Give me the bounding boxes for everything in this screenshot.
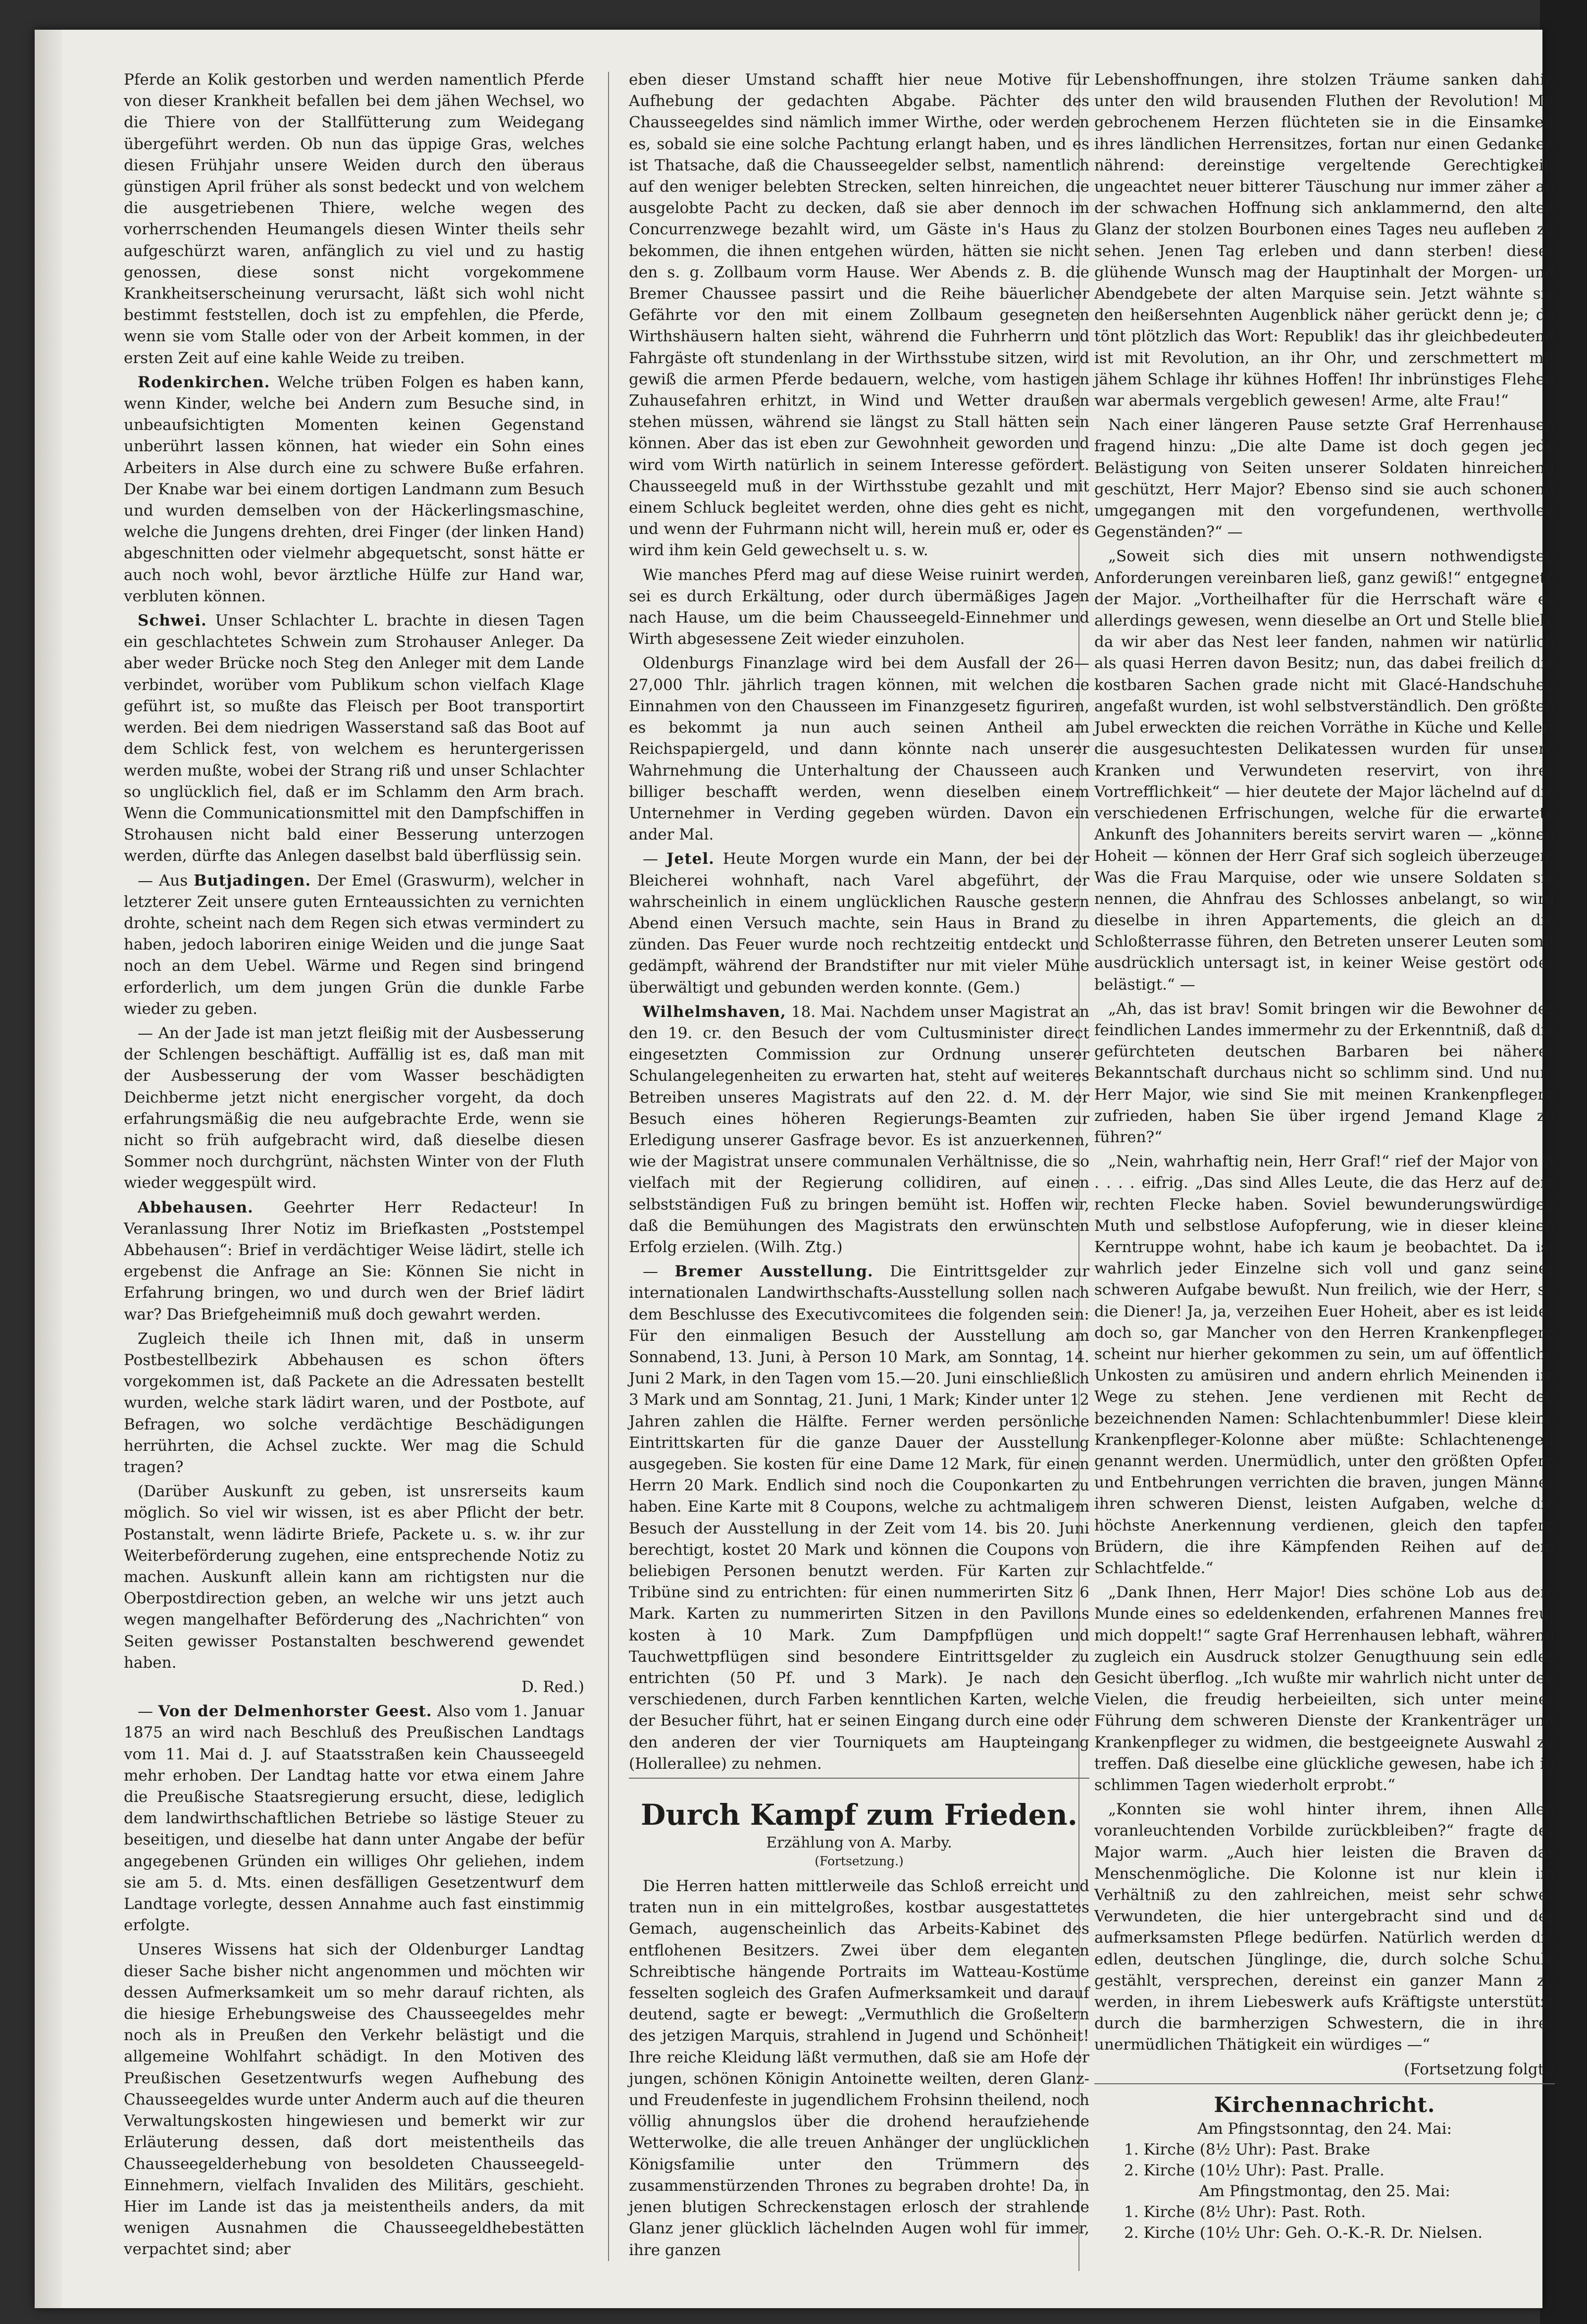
church-notice-title: Kirchennachricht. [1214,2092,1435,2117]
section-divider [629,1778,1089,1779]
article-heading: Bremer Ausstellung. [674,1263,873,1281]
article-paragraph [629,848,1089,998]
article-paragraph [1094,1799,1555,2056]
serial-title: Durch Kampf zum Frieden. [641,1798,1077,1832]
service-day: Am Pfingstsonntag, den 24. Mai: [1197,2120,1452,2138]
article-paragraph [124,372,584,607]
article-text: Oldenburgs Finanzlage wird bei dem Ausfall der 26—27,000 Thlr. jährlich tragen können, mit welchen die Einnahmen von den Chausseen im Finanzgesetz figuriren, es bekommt ja nun auch seinen Antheil am Reichspapiergeld, und dann könnte nach unserer Wahrnehmung die Unterhaltung der Chausseen auch billiger beschafft werden, wenn dieselben einem Unternehmer in Verding gegeben würden. Davon ein ander Mal. [629,654,1089,844]
article-text: Pferde an Kolik gestorben und werden namentlich Pferde von dieser Krankheit befallen bei dem jähen Wechsel, wo die Thiere von der Stallfütterung zum Weidegang übergeführt werden. Ob nun das üppige Gras, welches diesen Frühjahr unsere Weiden durch den überaus günstigen April früher als sonst bedeckt und von welchem die ausgetriebenen Thiere, welche wegen des vorherrschenden Heumangels diesen Winter theils sehr aufgeschürzt waren, anfänglich zu viel und zu hastig genossen, diese sonst nicht vorgekommene Krankheitserscheinung verursacht, läßt sich wohl nicht bestimmt feststellen, doch ist zu empfehlen, die Pferde, wenn sie vom Stalle oder von der Arbeit kommen, in der ersten Zeit auf eine kahle Weide zu treiben. [124,71,584,367]
article-text: Geehrter Herr Redacteur! In Veranlassung Ihrer Notiz im Briefkasten „Poststempel Abbehausen“: Brief in verdächtiger Weise lädirt, stelle ich ergebenst die Anfrage an Sie: Können Sie nicht in Erfahrung bringen, wo und durch wen der Brief lädirt war? Das Briefgeheimniß muß doch gewahrt werden. [124,1198,584,1323]
article-text: Unseres Wissens hat sich der Oldenburger Landtag dieser Sache bisher nicht angenommen und möchten wir dessen Aufmerksamkeit um so mehr darauf richten, als die hiesige Erhebungsweise des Chausseegeldes mehr noch als in Preußen den Verkehr belästigt und die allgemeine Wohlfahrt schädigt. In den Motiven des Preußischen Gesetzentwurfs wegen Aufhebung des Chausseegeldes wurde unter Anderm auch auf die theuren Verwaltungskosten hingewiesen und bemerkt wir zur Erläuterung dessen, daß dort meistentheils das Chausseegelderhebung von besoldeten Chausseegeld-Einnehmern, vielfach Invaliden des Militärs, geschieht. Hier im Lande ist das ja meistentheils anders, da mit wenigen Ausnahmen die Chausseegeldhebestätten verpachtet sind; aber [124,1941,584,2259]
service-entry: 1. Kirche (8½ Uhr): Past. Roth. [1124,2203,1366,2221]
serial-continuation: (Fortsetzung.) [815,1854,904,1869]
article-paragraph [124,1481,584,1674]
article-heading: Jetel. [666,850,715,868]
article-text: Die Herren hatten mittlerweile das Schloß erreicht und traten nun in ein mittelgroßes, kostbar ausgestattetes Gemach, augenscheinlich das Arbeits-Kabinet des entflohenen Besitzers. Zwei über dem eleganten Schreibtische hängende Portraits im Watteau-Kostüme fesselten sogleich des Grafen Aufmerksamkeit und darauf deutend, sagte er bewegt: „Vermuthlich die Großeltern des jetzigen Marquis, strahlend in Jugend und Schönheit! Ihre reiche Kleidung läßt vermuthen, daß sie am Hofe der jungen, schönen Königin Antoinette weilten, deren Glanz- und Freudenfeste in jugendlichem Frohsinn theilend, noch völlig ahnungslos über die drohend heraufziehende Wetterwolke, die alle treuen Anhänger der unglücklichen Königsfamilie unter den Trümmern des zusammenstürzenden Thrones zu begraben drohte! Da, in jenen blutigen Schreckenstagen erlosch der strahlende Glanz jener glücklich lächelnden Augen wohl für immer, ihre ganzen [629,1877,1089,2259]
article-paragraph [629,69,1089,562]
article-text: Lebenshoffnungen, ihre stolzen Träume sanken dahin unter den wild brausenden Fluthen der Revolution! Mit gebrochenem Herzen flüchteten sie in die Einsamkeit ihres ländlichen Herrensitzes, fortan nur einen Gedanken nährend: dereinstige vergeltende Gerechtigkeit, ungeachtet neuer bitterer Täuschung nur immer zäher an der schwachen Hoffnung sich anklammernd, den alten Glanz der stolzen Bourbonen eines Tages neu aufleben zu sehen. Jenen Tag erleben und dann sterben! dieser glühende Wunsch mag der Hauptinhalt der Morgen- und Abendgebete der alten Marquise sein. Jetzt wähnte sie den heißersehnten Augenblick näher gerückt denn je; da tönt plötzlich das Wort: Republik! das ihr gleichbedeutend ist mit Revolution, an ihr Ohr, und zerschmettert mit jähem Schlage ihr kühnes Hoffen! Ihr inbrünstiges Flehen war abermals vergeblich gewesen! Arme, alte Frau!“ [1094,71,1555,410]
service-entry: 2. Kirche (10½ Uhr): Past. Pralle. [1124,2162,1384,2180]
article-paragraph [1094,999,1555,1148]
service-entry: 1. Kirche (8½ Uhr): Past. Brake [1124,2141,1371,2159]
serial-byline: Erzählung von A. Marby. [766,1834,952,1852]
article-paragraph [124,870,584,1020]
paragraph-prefix: — [643,1263,675,1281]
column-middle [629,69,1089,2264]
article-paragraph [124,1328,584,1478]
article-paragraph [1094,69,1555,412]
article-text: „Nein, wahrhaftig nein, Herr Graf!“ rief der Major von A . . . . eifrig. „Das sind Alles Leute, die das Herz auf dem rechten Flecke haben. Soviel bewunderungswürdigen Muth und selbstlose Aufopferung, wie in dieser kleinen Kerntruppe wohnt, habe ich kaum je beobachtet. Da ist wahrlich jeder Einzelne sich voll und ganz seiner schweren Aufgabe bewußt. Nun freilich, wie der Herr, so die Diener! Ja, ja, verzeihen Euer Hoheit, aber es ist leider doch so, gar Mancher von den Herren Krankenpflegern scheint nur hierher gekommen zu sein, um auf öffentliche Unkosten zu amüsiren und andern ehrlich Meinenden im Wege zu stehen. Jene verdienen mit Recht den bezeichnenden Namen: Schlachtenbummler! Diese kleine Krankenpfleger-Kolonne aber müßte: Schlachtenengel! genannt werden. Unermüdlich, unter den größten Opfern und Entbehrungen verrichten die braven, jungen Männer ihren schweren Dienst, leisten Aufgaben, welche die höchste Anerkennung verdienen, gleich den tapfern Brüdern, die ihre Kämpfenden Reihen auf dem Schlachtfelde.“ [1094,1153,1555,1578]
page-binding-edge [35,30,62,2308]
article-heading: Abbehausen. [138,1198,254,1216]
article-paragraph [1094,1151,1555,1579]
article-text: — An der Jade ist man jetzt fleißig mit der Ausbesserung der Schlengen beschäftigt. Auffällig ist es, daß man mit der Ausbesserung der vom Wasser beschädigten Deichberme jetzt nicht energischer vorgeht, da doch erfahrungsmäßig die neu aufgebrachte Erde, wenn sie nicht so früh aufgebracht wird, daß dieselbe diesen Sommer noch durchgrünt, nächsten Winter von der Fluth wieder weggespült wird. [124,1024,584,1192]
article-heading: Von der Delmenhorster Geest. [158,1702,432,1721]
paragraph-prefix: — [138,1702,158,1721]
article-paragraph [629,653,1089,845]
article-paragraph [1094,546,1555,995]
article-paragraph [124,1939,584,2260]
article-heading: Schwei. [138,612,207,630]
article-text: „Soweit sich dies mit unsern nothwendigsten Anforderungen vereinbaren ließ, ganz gewiß!“ entgegnete der Major. „Vortheilhafter für die Herrschaft wäre es allerdings gewesen, wenn dieselbe an Ort und Stelle blieb; da wir aber das Nest leer fanden, nahmen wir natürlich als quasi Herren davon Besitz; nun, das dabei freilich die kostbaren Sachen grade nicht mit Glacé-Handschuhen angefaßt wurden, ist wohl selbstverständlich. Den größten Jubel erweckten die reichen Vorräthe in Küche und Keller; die ausgesuchtesten Delikatessen wurden für unsere Kranken und Verwundeten reservirt, von ihrer Vortrefflichkeit“ — hier deutete der Major lächelnd auf die verschiedenen Erfrischungen, welche für die erwartete Ankunft des Johanniters bereits servirt waren — „können Hoheit — können der Herr Graf sich sogleich überzeugen. Was die Frau Marquise, oder wie unsere Soldaten sie nennen, die Ahnfrau des Schlosses anbelangt, so wird dieselbe in ihren Appartements, die gleich an die Schloßterrasse führen, den Betreten unserer Leuten somit ausdrücklich untersagt ist, in keiner Weise gestört oder belästigt.“ — [1094,547,1555,994]
article-paragraph [629,1876,1089,2261]
article-paragraph [629,1002,1089,1258]
service-entry: 2. Kirche (10½ Uhr: Geh. O.-K.-R. Dr. Nielsen. [1124,2224,1483,2242]
article-text: Zugleich theile ich Ihnen mit, daß in unserm Postbestellbezirk Abbehausen es schon öfters vorgekommen ist, daß Packete an die Adressaten bestellt wurden, welche stark lädirt waren, und der Postbote, auf Befragen, wo solche verdächtige Beschädigungen herrührten, die Achsel zuckte. Wer mag die Schuld tragen? [124,1329,584,1476]
article-text: 18. Mai. Nachdem unser Magistrat an den 19. cr. den Besuch der vom Cultusminister direct eingesetzten Commission zur Ordnung unserer Schulangelegenheiten zu erwarten hat, steht auf weiteres Betreiben unseres Magistrats auf den 22. d. M. der Besuch eines höheren Regierungs-Beamten zur Erledigung unserer Gasfrage bevor. Es ist anzuerkennen, wie der Magistrat unsere communalen Verhältnisse, die so vielfach mit der Regierung collidiren, auf einen selbstständigen Fuß zu bringen bemüht ist. Hoffen wir, daß die Bemühungen des Magistrats den erwünschten Erfolg erzielen. (Wilh. Ztg.) [629,1003,1089,1256]
newspaper-page [35,30,1555,2308]
article-text: (Fortsetzung folgt.) [1404,2060,1555,2078]
service-day: Am Pfingstmontag, den 25. Mai: [1199,2182,1450,2201]
article-heading: Butjadingen. [194,871,311,890]
article-text: „Dank Ihnen, Herr Major! Dies schöne Lob aus dem Munde eines so edeldenkenden, erfahrenen Mannes freut mich doppelt!“ sagte Graf Herrenhausen lebhaft, während zugleich ein Ausdruck stolzer Genugthuung sein edles Gesicht überflog. „Ich wußte mir wahrlich nicht unter den Vielen, die freudig herbeieilten, sich unter meiner Führung dem schweren Dienste der Krankenträger und Krankenpfleger zu widmen, die bestgeeignete Auswahl zu treffen. Daß dieselbe eine glückliche gewesen, habe ich in schlimmen Tagen wiederholt erprobt.“ [1094,1584,1555,1795]
article-text: (Darüber Auskunft zu geben, ist unsrerseits kaum möglich. So viel wir wissen, ist es aber Pflicht der betr. Postanstalt, wenn lädirte Briefe, Packete u. s. w. ihr zur Weiterbeförderung zugehen, eine entsprechende Notiz zu machen. Auskunft allein kann am richtigsten nur die Oberpostdirection geben, an welche wir uns jetzt auch wegen mangelhafter Beförderung des „Nachrichten“ von Seiten gewisser Postanstalten beschwerend gewendet haben. [124,1482,584,1672]
article-text: Der Emel (Graswurm), welcher in letzterer Zeit unsere guten Ernteaussichten zu vernichten drohte, scheint nach dem Regen sich etwas vermindert zu haben, jedoch laboriren einige Weiden und die junge Saat noch an dem Uebel. Wärme und Regen sind bringend erforderlich, um dem jungen Grün die dunkle Farbe wieder zu geben. [124,871,584,1018]
article-text: Also vom 1. Januar 1875 an wird nach Beschluß des Preußischen Landtags vom 11. Mai d. J. auf Staatsstraßen kein Chausseegeld mehr erhoben. Der Landtag hatte vor etwa einem Jahre die Preußische Staatsregierung ersucht, diese, lediglich dem landwirthschaftlichen Betriebe so lästige Steuer zu beseitigen, und dieselbe hat dann unter Angabe der befür angegebenen Gründen ein williges Ohr geliehen, indem sie am 5. d. Mts. einen desfälligen Gesetzentwurf dem Landtage vorlegte, dessen Annahme auch fast einstimmig erfolgte. [124,1702,584,1935]
column-rule [608,72,609,2261]
article-heading: Rodenkirchen. [138,373,270,391]
article-text: Wie manches Pferd mag auf diese Weise ruinirt werden, sei es durch Erkältung, oder durch übermäßiges Jagen nach Hause, um die beim Chausseegeld-Einnehmer und Wirth abgesessene Zeit wieder einzuholen. [629,566,1089,648]
article-paragraph [124,1677,584,1698]
article-paragraph [124,1701,584,1936]
article-paragraph [1094,1582,1555,1796]
article-heading: Wilhelmshaven, [643,1003,786,1021]
article-text: „Ah, das ist brav! Somit bringen wir die Bewohner des feindlichen Landes immermehr zu der Erkenntniß, daß die gefürchteten deutschen Barbaren bei näherer Bekanntschaft durchaus nicht so schlimm sind. Und nun, Herr Major, wie sind Sie mit meinen Krankenpflegern zufrieden, haben Sie über irgend Jemand Klage zu führen?“ [1094,1000,1555,1146]
article-text: „Konnten sie wohl hinter ihrem, ihnen Allen voranleuchtenden Vorbilde zurückbleiben?“ fragte der Major warm. „Auch hier leisten die Braven das Menschenmögliche. Die Kolonne ist nur klein im Verhältniß zu den zahlreichen, meist sehr schwer Verwundeten, die hier untergebracht sind und der aufmerksamsten Pflege bedürfen. Natürlich werden die edlen, deutschen Jünglinge, die, durch solche Schule gestählt, versprechen, dereinst ein ganzer Mann zu werden, in ihrem Liebeswerk aufs Kräftigste unterstützt durch die barmherzigen Schwestern, die in ihrer unermüdlichen Thätigkeit ein würdiges —“ [1094,1800,1555,2054]
article-paragraph [1094,2059,1555,2080]
article-paragraph [629,1261,1089,1775]
article-text: eben dieser Umstand schafft hier neue Motive für Aufhebung der gedachten Abgabe. Pächter des Chausseegeldes sind nämlich immer Wirthe, oder werden es, sobald sie eine solche Pachtung erlangt haben, und es ist Thatsache, daß die Chausseegelder selbst, namentlich auf den weniger belebten Strecken, selten hinreichen, die ausgelobte Pacht zu decken, daß sie aber dennoch im Concurrenzwege bezahlt wird, um Gäste in's Haus zu bekommen, die ihnen entgehen würden, hätten sie nicht den s. g. Zollbaum vorm Hause. Wer Abends z. B. die Bremer Chaussee passirt und die Reihe bäuerlicher Gefährte vor den mit einem Zollbaum gesegneten Wirthshäusern halten sieht, während die Fuhrherrn und Fahrgäste oft stundenlang in der Wirthsstube sitzen, wird gewiß die armen Pferde bedauern, welche, vom hastigen Zuhausefahren erhitzt, in Wind und Wetter draußen stehen müssen, während sie längst zu Stall hätten sein können. Aber das ist eben zur Gewohnheit geworden und wird vom Wirth natürlich in seinem Interesse gefördert. Chausseegeld muß in der Wirthsstube gezahlt und mit einem Schluck begleitet werden, ohne dies geht es nicht, und wenn der Fuhrmann nicht will, herein muß er, oder es wird ihm kein Geld gewechselt u. s. w. [629,71,1089,560]
article-text: Nach einer längeren Pause setzte Graf Herrenhausen fragend hinzu: „Die alte Dame ist doch gegen jede Belästigung von Seiten unserer Soldaten hinreichend geschützt, Herr Major? Ebenso sind sie auch schonend umgegangen mit den vorgefundenen, werthvollen Gegenständen?“ — [1094,416,1555,541]
article-text: Die Eintrittsgelder zur internationalen Landwirthschafts-Ausstellung sollen nach dem Beschlusse des Executivcomitees die folgenden sein: Für den einmaligen Besuch der Ausstellung am Sonnabend, 13. Juni, à Person 10 Mark, am Sonntag, 14. Juni 2 Mark, in den Tagen vom 15.—20. Juni einschließlich 3 Mark und am Sonntag, 21. Juni, 1 Mark; Kinder unter 12 Jahren zahlen die Hälfte. Ferner werden persönliche Eintrittskarten für die ganze Dauer der Ausstellung ausgegeben. Sie kosten für eine Dame 12 Mark, für einen Herrn 20 Mark. Endlich sind noch die Couponkarten zu haben. Eine Karte mit 8 Coupons, welche zu achtmaligem Besuch der Ausstellung in der Zeit vom 14. bis 20. Juni berechtigt, kostet 20 Mark und können die Coupons von beliebigen Personen benutzt werden. Für Karten zur Tribüne sind zu entrichten: für einen nummerirten Sitz 6 Mark. Karten zu nummerirten Sitzen in den Pavillons kosten à 10 Mark. Zum Dampfpflügen und Tauchwettpflügen sind besondere Eintrittsgelder zu entrichten (50 Pf. und 3 Mark). Je nach den verschiedenen, durch Farben kenntlichen Karten, welche der Besucher führt, hat er seinen Eingang durch eine oder den anderen der vier Tourniquets am Haupteingang (Hollerallee) zu nehmen. [629,1263,1090,1773]
article-text: Unser Schlachter L. brachte in diesen Tagen ein geschlachtetes Schwein zum Strohauser Anleger. Da aber weder Brücke noch Steg den Anleger mit dem Lande verbindet, worüber vom Publikum schon vielfach Klage geführt ist, so mußte das Fleisch per Boot transportirt werden. Bei dem niedrigen Wasserstand saß das Boot auf dem Schlick fest, von welchem es heruntergerissen werden mußte, wobei der Strang riß und unser Schlachter so unglücklich fiel, daß er im Schlamm den Arm brach. Wenn die Communicationsmittel mit den Dampfschiffen in Strohausen nicht bald einer Besserung unterzogen werden, dürfte das Anlegen daselbst bald überflüssig sein. [124,612,584,865]
article-text: Heute Morgen wurde ein Mann, der bei der Bleicherei wohnhaft, nach Varel abgeführt, der wahrscheinlich in einem unglücklichen Rausche gestern Abend einen Versuch machte, sein Haus in Brand zu zünden. Das Feuer wurde noch rechtzeitig entdeckt und gedämpft, während der Brandstifter nur mit vieler Mühe überwältigt und gebunden werden konnte. (Gem.) [629,850,1089,997]
column-left [124,69,584,2264]
article-text: D. Red.) [521,1678,584,1696]
paragraph-prefix: — [643,850,666,868]
section-divider [1094,2083,1555,2084]
column-right [1094,69,1555,2243]
article-paragraph [124,69,584,369]
article-paragraph [124,1023,584,1194]
article-paragraph [124,610,584,867]
article-paragraph [1094,415,1555,543]
paragraph-prefix: — Aus [138,871,194,890]
article-text: Welche trüben Folgen es haben kann, wenn Kinder, welche bei Andern zum Besuche sind, in unbeaufsichtigten Momenten keinen Gegenstand unberührt lassen können, hat wieder ein Sohn eines Arbeiters in Alse durch eine zu schwere Buße erfahren. Der Knabe war bei einem dortigen Landmann zum Besuch und wurden demselben von der Häckerlingsmaschine, welche die Jungens drehten, drei Finger (der linken Hand) abgeschnitten oder vielmehr abgequetscht, sonst hätte er auch noch wohl, bevor ärztliche Hülfe zur Hand war, verbluten können. [124,373,584,605]
article-paragraph [124,1197,584,1325]
article-paragraph [629,565,1089,650]
